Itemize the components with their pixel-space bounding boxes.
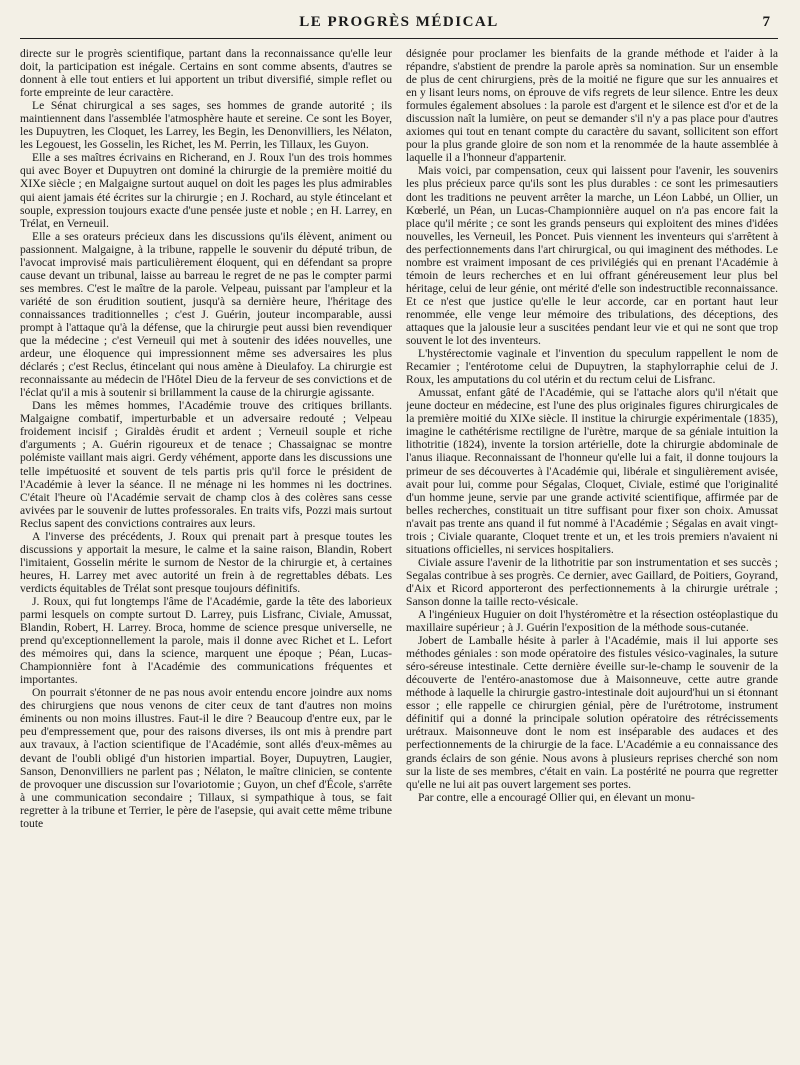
paragraph: directe sur le progrès scientifique, partant dans la reconnaissance qu'elle leur doit, la participation est inégale. Certains en sont comme absents, d'autres se donnent à elle tout entiers et lui apportent un tribut diversifié, simple reflet ou forte empreinte de leur caractère. bbox=[20, 47, 392, 100]
paragraph: Amussat, enfant gâté de l'Académie, qui se l'attache alors qu'il n'était que jeune docteur en médecine, est l'une des plus originales figures chirurgicales de la première moitié du XIXe siècle. Il institue la chirurgie expérimentale (1835), imagine le cathétérisme rectiligne de l'urètre, marque de sa géniale intuition la lithotritie (1824), invente la torsion artérielle, dote la chirurgie abdominale de l'anus iliaque. Reconnaissant de l'honneur qu'elle lui a fait, il donne toujours la primeur de ses découvertes à l'Académie qui, libérale et singulièrement avisée, avait pour lui, comme pour Ségalas, Cloquet, Civiale, estimé que l'originalité d'un homme jeune, servie par une grande activité scientifique, affirmée par de belles recherches, constituait un titre suffisant pour fixer son choix. Amussat n'avait pas trente ans quand il fut nommé à l'Académie ; Ségalas en avait vingt-trois ; Civiale quarante, Cloquet trente et un, et les trois premiers n'avaient ni situations officielles, ni services hospitaliers. bbox=[406, 386, 778, 556]
paragraph: Civiale assure l'avenir de la lithotritie par son instrumentation et ses succès ; Segalas contribue à ses progrès. Ce dernier, avec Gaillard, de Poitiers, Goyrand, d'Aix et Ricord apporteront des perfectionnements à la chirurgie urétrale ; Sanson donne la taille recto-vésicale. bbox=[406, 555, 778, 608]
paragraph: A l'inverse des précédents, J. Roux qui prenait part à presque toutes les discussions y apportait la mesure, le calme et la saine raison, Blandin, Robert l'imitaient, Gosselin mérite le surnom de Nestor de la chirurgie et, à certaines heures, H. Larrey met avec autorité un frein à de regrettables débats. Les verdicts équitables de Trélat sont presque toujours définitifs. bbox=[20, 529, 392, 595]
right-column bbox=[406, 47, 778, 830]
page-number: 7 bbox=[762, 14, 770, 30]
paragraph: Jobert de Lamballe hésite à parler à l'Académie, mais il lui apporte ses méthodes géniales : son mode opératoire des fistules vésico-vaginales, la suture séro-séreuse intestinale. Cette dernière éveille sur-le-champ le souvenir de la découverte de l'entéro-anastomose due à Maisonneuve, cette autre grande méthode à laquelle la chirurgie gastro-intestinale doit aujourd'hui un si étonnant essor ; elle rappelle ce chirurgien génial, père de l'urétrotome, instrument définitif qui a donné la principale solution opératoire des rétrécissements urétraux. Maisonneuve dont le nom est inséparable des audaces et des perfectionnements de la chirurgie de la face. L'Académie a eu connaissance des grands éclairs de son génie. Nous avons à plusieurs reprises cherché son nom sur la liste de ses membres, c'était en vain. La postérité ne pourra que regretter qu'elle ne lui ait pas ouvert largement ses portes. bbox=[406, 634, 778, 791]
paragraph: L'hystérectomie vaginale et l'invention du speculum rappellent le nom de Recamier ; l'entérotome celui de Dupuytren, la staphylorraphie celui de J. Roux, les amputations du col utérin et du rectum celui de Lisfranc. bbox=[406, 347, 778, 387]
journal-title: LE PROGRÈS MÉDICAL bbox=[299, 14, 499, 30]
paragraph: Elle a ses orateurs précieux dans les discussions qu'ils élèvent, animent ou passionnent. Malgaigne, à la tribune, rappelle le souvenir du député tribun, de l'avocat improvisé mais particulièrement éloquent, qui en défendant sa propre cause devant un tribunal, laisse au barreau le regret de ne pas le compter parmi ses membres. C'est le maître de la parole. Velpeau, puissant par l'ampleur et la variété de son érudition soutient, jusqu'à sa dernière heure, l'héritage des connaissances traditionnelles ; c'est J. Guérin, jouteur incomparable, aussi prompt à l'attaque qu'à la défense, que la chirurgie peut aussi bien revendiquer que la médecine ; c'est Verneuil qui met à soutenir des idées nouvelles, une ardeur, une éloquence qui impressionnent même ses adversaires les plus déclarés ; c'est Reclus, étincelant qui nous amène à Dieulafoy. La chirurgie est reconnaissante au médecin de l'Hôtel Dieu de la ferveur de ses convictions et de l'éclat qu'il a mis à soutenir si brillamment la cause de la chirurgie agissante. bbox=[20, 229, 392, 400]
paragraph: Par contre, elle a encouragé Ollier qui, en élevant un monu- bbox=[418, 790, 695, 804]
paragraph: Le Sénat chirurgical a ses sages, ses hommes de grande autorité ; ils maintiennent dans l'assemblée l'atmosphère haute et sereine. Ce sont les Boyer, les Dupuytren, les Cloquet, les Larrey, les Begin, les Denonvilliers, les Nélaton, les Legouest, les Gosselin, les Richet, les M. Perrin, les Tillaux, les Guyon. bbox=[20, 99, 392, 152]
paragraph: J. Roux, qui fut longtemps l'âme de l'Académie, garde la tête des laborieux parmi lesquels on compte surtout D. Larrey, puis Lisfranc, Civiale, Amussat, Blandin, Robert, H. Larrey. Broca, homme de science presque universelle, ne prend qu'exceptionnellement la parole, mais il donne avec Richet et L. Lefort des mémoires qui, dans la science, marquent une époque ; Péan, Lucas-Championnière font à l'Académie des communications fréquentes et importantes. bbox=[20, 594, 392, 687]
paragraph: Dans les mêmes hommes, l'Académie trouve des critiques brillants. Malgaigne combatif, imperturbable et un adversaire redouté ; Velpeau froidement incisif ; Giraldès érudit et ardent ; Verneuil souple et riche d'arguments ; A. Guérin rigoureux et de tenace ; Chassaignac se montre polémiste vaillant mais aigri. Gerdy véhément, apporte dans les discussions une telle impétuosité et souvent de tels partis pris qu'il force le président de l'Académie à lever la séance. Il ne ménage ni les hommes ni les doctrines. C'était l'heure où l'Académie servait de champ clos à des colères sans cesse avivées par le souvenir de luttes professorales. En traits vifs, Pozzi mais surtout Reclus sapent des convictions contraires aux leurs. bbox=[20, 399, 392, 530]
paragraph: Elle a ses maîtres écrivains en Richerand, en J. Roux l'un des trois hommes qui avec Boyer et Dupuytren ont dominé la chirurgie de la première moitié du XIXe siècle ; en Malgaigne surtout auquel on doit les pages les plus admirables qui aient jamais été écrites sur la chirurgie ; en J. Rochard, au style étincelant et souple, expression toujours exacte d'une pensée juste et noble ; en H. Larrey, en Trélat, en Verneuil. bbox=[20, 151, 392, 230]
running-header bbox=[20, 12, 778, 39]
paragraph: On pourrait s'étonner de ne pas nous avoir entendu encore joindre aux noms des chirurgiens que nous venons de citer ceux de tant d'autres non moins éminents ou non moins illustres. Faut-il le dire ? Beaucoup d'entre eux, par le peu d'empressement que, pour des raisons diverses, ils ont mis à prendre part aux travaux, à l'action scientifique de l'Académie, sont allés d'eux-mêmes au devant de l'oubli obligé d'un historien impartial. Boyer, Dupuytren, Laugier, Sanson, Denonvilliers ne parlent pas ; Nélaton, le maître clinicien, se contente de provoquer une discussion sur l'ovariotomie ; Guyon, un chef d'École, s'arrête à une communication secondaire ; Tillaux, si sympathique à tous, se fait regretter à la tribune et Terrier, le père de l'asepsie, qui avait cette même tribune toute bbox=[20, 686, 392, 830]
paragraph: désignée pour proclamer les bienfaits de la grande méthode et l'aider à la répandre, s'abstient de prendre la parole après sa nomination. Sur un ensemble de plus de cent chirurgiens, près de la moitié ne figure que sur les annuaires et en y lisant leurs noms, on éprouve de vifs regrets de leur silence. Entre les deux formules également absolues : la parole est d'argent et le silence est d'or et de la discussion naît la lumière, on peut se demander s'il n'y a pas place pour d'autres axiomes qui tout en tenant compte du caractère du savant, sollicitent son effort pour la plus grande gloire de son nom et la renommée de la haute assemblée à laquelle il a l'honneur d'appartenir. bbox=[406, 47, 778, 165]
paragraph: A l'ingénieux Huguier on doit l'hystéromètre et la résection ostéoplastique du maxillaire supérieur ; à J. Guérin l'exposition de la méthode sous-cutanée. bbox=[406, 608, 778, 635]
left-column bbox=[20, 47, 392, 830]
paragraph: Mais voici, par compensation, ceux qui laissent pour l'avenir, les souvenirs les plus précieux parce qu'ils sont les plus durables : ce sont les primesautiers dont les traditions ne peuvent arrêter la marche, un Léon Labbé, un Ollier, un Kœberlé, un Péan, un Lucas-Championnière auquel on n'a pas encore fait la place qu'il mérite ; ce sont les grands penseurs qui exploitent des mines d'idées nouvelles, les Verneuil, les Poncet. Puis viennent les inventeurs qui s'arrêtent à des perfectionnements dans l'art chirurgical, ou qui imaginent des méthodes. Le nombre est vraiment imposant de ces privilégiés qui en prenant l'Académie à témoin de leurs recherches et en lui offrant généreusement leur plus bel héritage, celui de leur génie, ont mérité d'elle son indestructible reconnaissance. Et ce n'est que justice qu'elle le leur accorde, car en portant haut leur renommée, elle venge leur mémoire des tribulations, des déceptions, des attaques que la jalousie leur a suscitées pendant leur vie et qui ne sont que trop souvent le lot des inventeurs. bbox=[406, 164, 778, 348]
text-columns bbox=[20, 47, 778, 830]
